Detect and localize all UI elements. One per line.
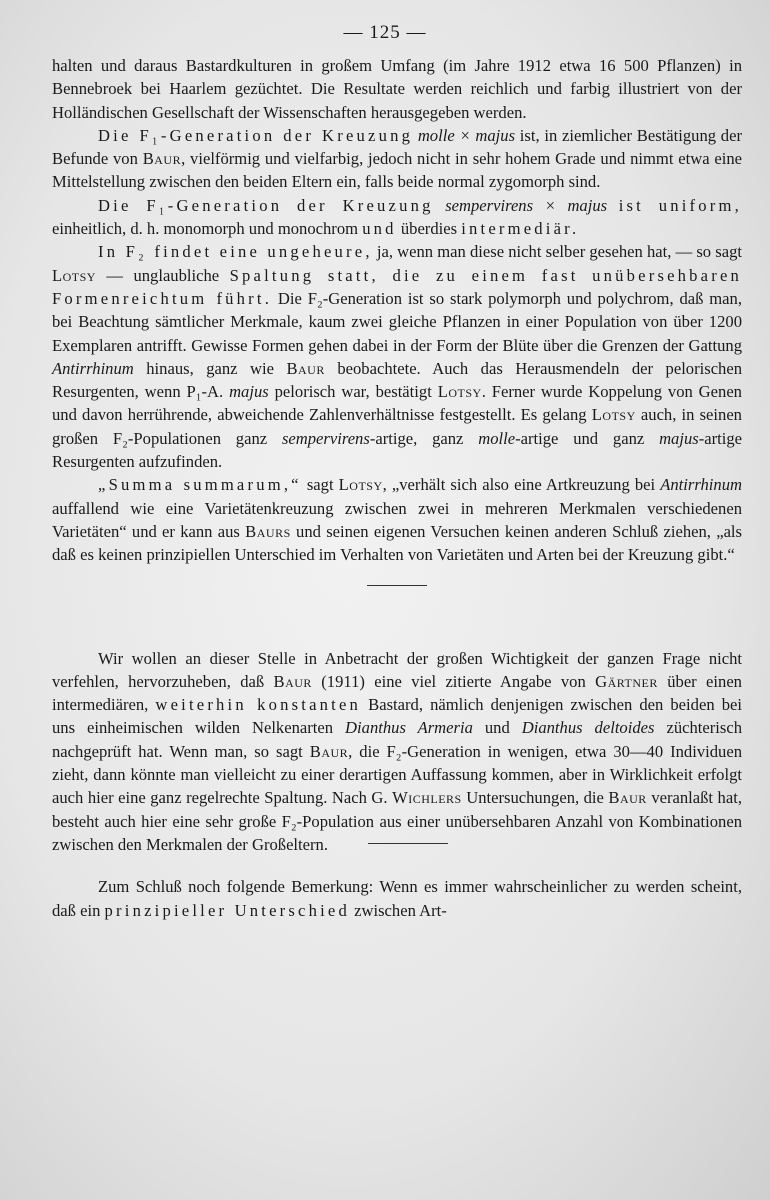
paragraph-1: halten und daraus Bastardkulturen in großem Umfang (im Jahre 1912 etwa 16 500 Pflanzen) in Bennebroek bei Haarlem gezüchtet. Die Resultate werden reichlich und farbig illustriert von der Holländischen Gesellschaft der Wissenschaften herausgegeben werden.: [52, 56, 742, 122]
end-divider: [368, 843, 448, 844]
paragraph-5: „Summa summarum,“ sagt Lotsy, „verhält sich also eine Artkreuzung bei Antirrhinum auffallend wie eine Varietätenkreuzung zwischen zwei in mehreren Merkmalen verschiedenen Varietäten“ und er kann aus Baurs und seinen eigenen Versuchen keinen anderen Schluß ziehen, „als daß es keinen prinzipiellen Unterschied im Verhalten von Varietäten und Arten bei der Kreuzung gibt.“: [52, 475, 743, 565]
paragraph-2: Die F₁-Generation der Kreuzung molle × majus ist, in ziemlicher Bestätigung der Befunde von Baur, vielförmig und vielfarbig, jedoch nicht in sehr hohem Grade und nimmt etwa eine Mittelstellung zwischen den beiden Eltern ein, falls beide normal zygomorph sind.: [52, 125, 742, 192]
paragraph-4: In F₂ findet eine ungeheure, ja, wenn man diese nicht selber gesehen hat, — so sagt Lotsy — unglaubliche Spaltung statt, die zu einem fast unübersehbaren Formenreichtum führt. Die F₂-Generation ist so stark polymorph und polychrom, daß man, bei Beachtung sämtlicher Merkmale, kaum zwei gleiche Pflanzen in einer Population von über 1200 Exemplaren antrifft. Gewisse Formen gehen dabei in der Form der Blüte über die Grenzen der Gattung Antirrhinum hinaus, ganz wie Baur beobachtete. Auch das Herausmendeln der pelorischen Resurgenten, wenn P₁-A. majus pelorisch war, bestätigt Lotsy. Ferner wurde Koppelung von Genen und davon herrührende, abweichende Zahlenverhältnisse festgestellt. Es gelang Lotsy auch, in seinen großen F₂-Populationen ganz sempervirens-artige, ganz molle-artige und ganz majus-artige Resurgenten aufzufinden.: [52, 242, 743, 472]
page-number: — 125 —: [343, 22, 427, 43]
paragraph-3: Die F₁-Generation der Kreuzung sempervirens × majus ist uniform, einheitlich, d. h. monomorph und monochrom und überdies intermediär.: [52, 195, 742, 239]
body-text: [52, 54, 742, 922]
paragraph-6: Wir wollen an dieser Stelle in Anbetracht der großen Wichtigkeit der ganzen Frage nicht verfehlen, hervorzuheben, daß Baur (1911) eine viel zitierte Angabe von Gärtner über einen intermediären, weiterhin konstanten Bastard, nämlich denjenigen zwischen den beiden bei uns einheimischen wilden Nelkenarten Dianthus Armeria und Dianthus deltoides züchterisch nachgeprüft hat. Wenn man, so sagt Baur, die F₂-Generation in wenigen, etwa 30—40 Individuen zieht, dann könnte man vielleicht zu einer derartigen Auffassung kommen, aber in Wirklichkeit erfolgt auch hier eine ganz regelrechte Spaltung. Nach G. Wichlers Untersuchungen, die Baur veranlaßt hat, besteht auch hier eine sehr große F₂-Population aus einer unübersehbaren Anzahl von Kombinationen zwischen den Merkmalen der Großeltern.: [52, 648, 743, 854]
paragraph-7: Zum Schluß noch folgende Bemerkung: Wenn es immer wahrscheinlicher zu werden scheint, daß ein prinzipieller Unterschied zwischen Art-: [52, 877, 742, 920]
section-divider: [367, 585, 427, 586]
